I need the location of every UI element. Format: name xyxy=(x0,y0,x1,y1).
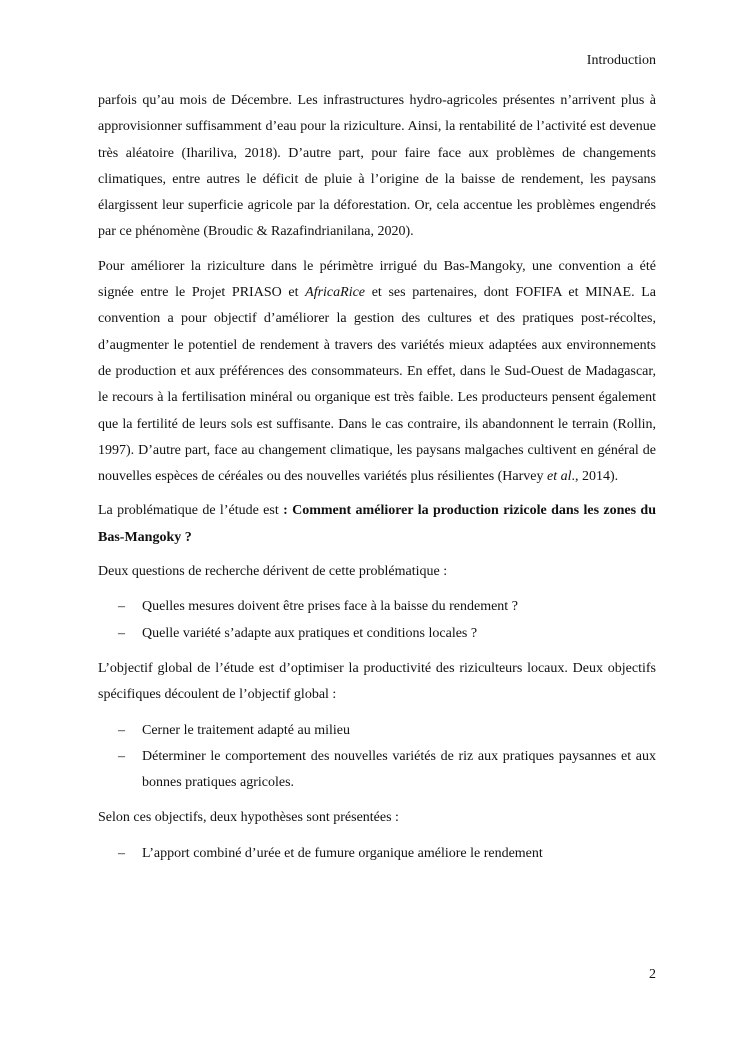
list-item xyxy=(98,621,656,647)
paragraph-questions-intro: Deux questions de recherche dérivent de cette problématique : xyxy=(98,564,448,580)
list-item-text: Quelles mesures doivent être prises face à la baisse du rendement ? xyxy=(142,599,518,615)
dash-bullet-icon: – xyxy=(118,625,125,641)
list-item xyxy=(98,841,656,867)
running-header: Introduction xyxy=(586,53,656,68)
list-item-text: L’apport combiné d’urée et de fumure organique améliore le rendement xyxy=(142,845,543,861)
problematic-question: : Comment améliorer la production rizicole dans les zones du Bas-Mangoky ? xyxy=(98,503,656,545)
list-item xyxy=(98,594,656,620)
paragraph-problematic xyxy=(98,498,656,551)
list-item xyxy=(98,718,656,744)
objectives-list xyxy=(98,718,656,797)
list-item-text: Déterminer le comportement des nouvelles variétés de riz aux pratiques paysannes et aux bonnes pratiques agricoles. xyxy=(142,748,656,791)
paragraph-convention-text-a: Pour améliorer la riziculture dans le périmètre irrigué du Bas-Mangoky, une convention a été signée entre le Projet PRIASO et xyxy=(98,258,656,301)
dash-bullet-icon: – xyxy=(118,599,125,615)
dash-bullet-icon: – xyxy=(118,722,125,738)
et-al-abbrev: et al xyxy=(547,469,572,485)
paragraph-context: parfois qu’au mois de Décembre. Les infrastructures hydro-agricoles présentes n’arrivent plus à approvisionner suffisamment d’eau pour la riziculture. Ainsi, la rentabilité de l’activité est devenue très aléatoire (Ihariliva, 2018). D’autre part, pour faire face aux problèmes de changements climatiques, entre autres le déficit de pluie à l’origine de la baisse de rendement, les paysans élargissent leur superficie agricole par la déforestation. Or, cela accentue les problèmes engendrés par ce phénomène (Broudic & Razafindrianilana, 2020). xyxy=(98,93,656,240)
paragraph-convention xyxy=(98,254,656,491)
paragraph-hypotheses-intro: Selon ces objectifs, deux hypothèses sont présentées : xyxy=(98,810,399,826)
dash-bullet-icon: – xyxy=(118,845,125,861)
paragraph-objectives-intro: L’objectif global de l’étude est d’optimiser la productivité des riziculteurs locaux. Deux objectifs spécifiques découlent de l’objectif global : xyxy=(98,660,656,703)
paragraph-convention-text-b: et ses partenaires, dont FOFIFA et MINAE. La convention a pour objectif d’améliorer la gestion des cultures et des pratiques post-récoltes, d’augmenter le potentiel de rendement à travers des variétés mieux adaptées aux environnements de production et aux préférences des consommateurs. En effet, dans le Sud-Ouest de Madagascar, le recours à la fertilisation minéral ou organique est très faible. Les producteurs pensent également que la fertilité de leurs sols est suffisante. Dans le cas contraire, ils abandonnent le terrain (Rollin, 1997). D’autre part, face au changement climatique, les paysans malgaches cultivent en général de nouvelles espèces de céréales ou des nouvelles variétés plus résilientes (Harvey xyxy=(98,285,657,485)
list-item-text: Quelle variété s’adapte aux pratiques et conditions locales ? xyxy=(142,625,478,641)
list-item-text: Cerner le traitement adapté au milieu xyxy=(142,722,350,738)
dash-bullet-icon: – xyxy=(118,748,125,764)
page-number: 2 xyxy=(649,967,656,982)
questions-list xyxy=(98,594,656,647)
hypotheses-list xyxy=(98,841,656,867)
problematic-intro: La problématique de l’étude est xyxy=(98,503,284,519)
document-body xyxy=(98,88,656,867)
list-item xyxy=(98,744,656,797)
paragraph-convention-text-c: ., 2014). xyxy=(571,469,619,485)
africarice-name: AfricaRice xyxy=(305,285,366,301)
